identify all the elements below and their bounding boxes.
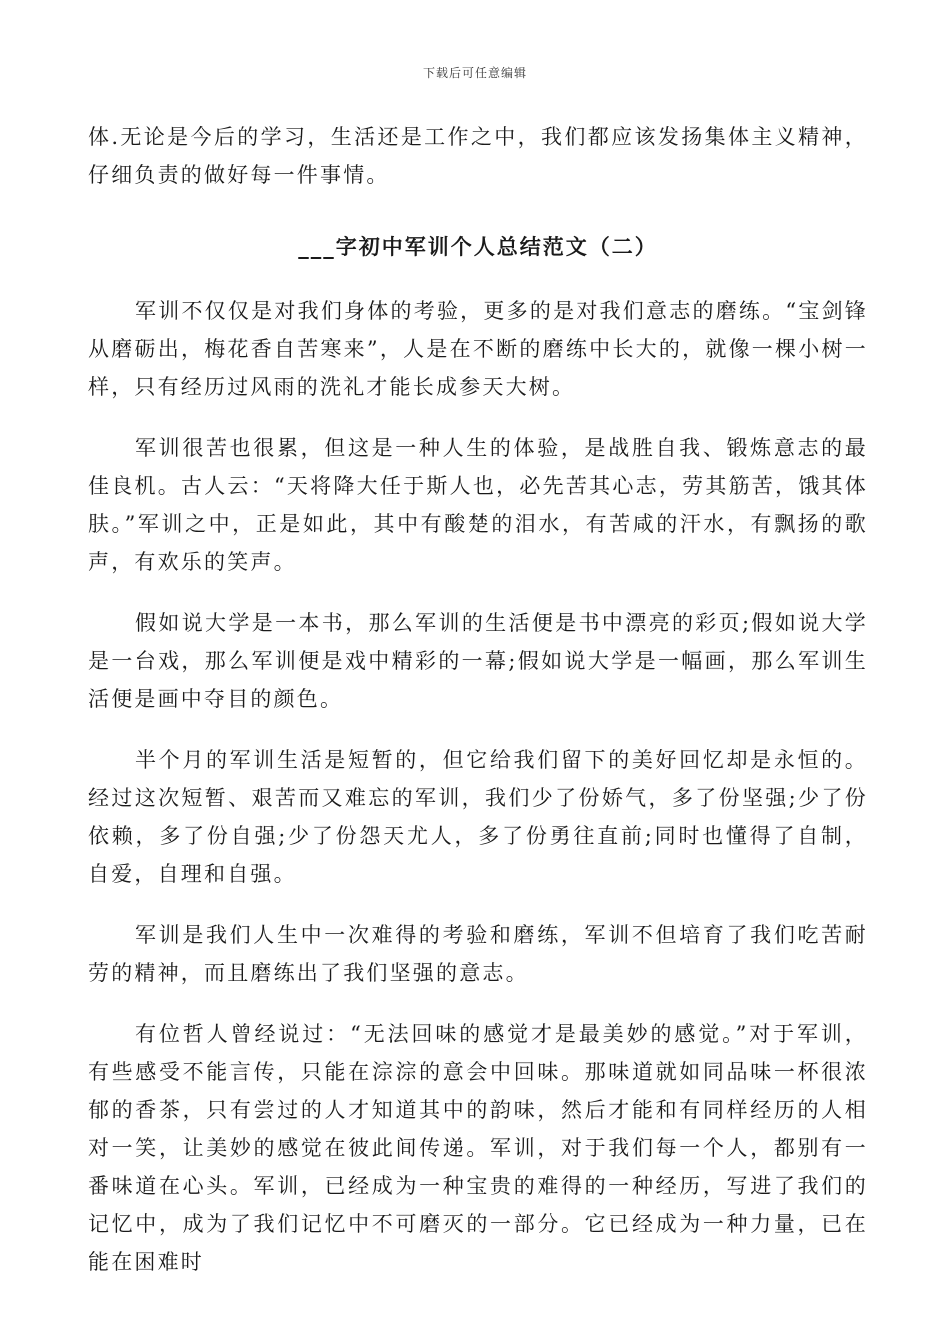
paragraph-3: 假如说大学是一本书，那么军训的生活便是书中漂亮的彩页;假如说大学是一台戏，那么军训便是戏中精彩的一幕;假如说大学是一幅画，那么军训生活便是画中夺目的颜色。 [88,611,868,711]
intro-paragraph: 体.无论是今后的学习，生活还是工作之中，我们都应该发扬集体主义精神，仔细负责的做好每一件事情。 [88,125,868,187]
paragraph-1: 军训不仅仅是对我们身体的考验，更多的是对我们意志的磨练。“宝剑锋从磨砺出，梅花香自苦寒来”，人是在不断的磨练中长大的，就像一棵小树一样，只有经历过风雨的洗礼才能长成参天大树。 [88,299,868,399]
paragraph-6: 有位哲人曾经说过：“无法回味的感觉才是最美妙的感觉。”对于军训，有些感受不能言传，只能在淙淙的意会中回味。那味道就如同品味一杯很浓郁的香茶，只有尝过的人才知道其中的韵味，然后才能和有同样经历的人相对一笑，让美妙的感觉在彼此间传递。军训，对于我们每一个人，都别有一番味道在心头。军训，已经成为一种宝贵的难得的一种经历，写进了我们的记忆中，成为了我们记忆中不可磨灭的一部分。它已经成为一种力量，已在能在困难时 [88,1022,868,1274]
document-body [88,118,868,1304]
paragraph-2: 军训很苦也很累，但这是一种人生的体验，是战胜自我、锻炼意志的最佳良机。古人云：“天将降大任于斯人也，必先苦其心志，劳其筋苦，饿其体肤。”军训之中，正是如此，其中有酸楚的泪水，有苦咸的汗水，有飘扬的歌声，有欢乐的笑声。 [88,436,868,574]
paragraph-5: 军训是我们人生中一次难得的考验和磨练，军训不但培育了我们吃苦耐劳的精神，而且磨练出了我们坚强的意志。 [88,923,868,985]
header-note: 下载后可任意编辑 [422,66,527,80]
section-title: ___字初中军训个人总结范文（二） [298,235,658,259]
paragraph-4: 半个月的军训生活是短暂的，但它给我们留下的美好回忆却是永恒的。经过这次短暂、艰苦而又难忘的军训，我们少了份娇气，多了份坚强;少了份依赖，多了份自强;少了份怨天尤人，多了份勇往直前;同时也懂得了自制，自爱，自理和自强。 [88,748,868,886]
